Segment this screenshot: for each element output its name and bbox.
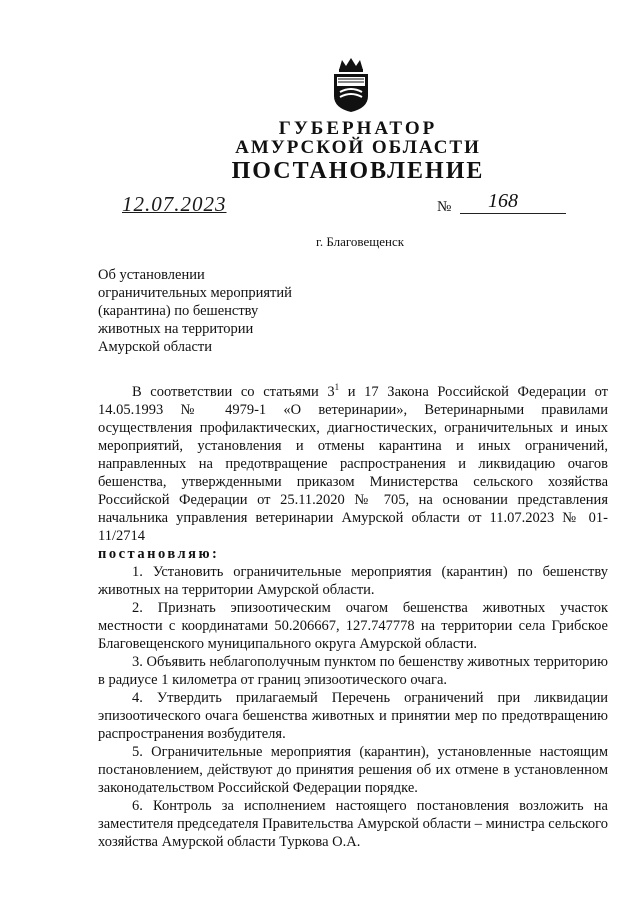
resolve-word: постановляю: (98, 546, 220, 562)
clause-3: 3. Объявить неблагополучным пунктом по бешенству животных территорию в радиусе 1 километра от границ эпизоотического очага. (98, 654, 608, 688)
subject-line: ограничительных мероприятий (98, 285, 292, 301)
preamble-paragraph (98, 383, 608, 545)
document-number: 168 (460, 190, 566, 214)
city: г. Благовещенск (315, 234, 405, 249)
clause-5: 5. Ограничительные мероприятия (карантин), установленные настоящим постановлением, действуют до принятия решения об их отмене в установленном законодательством Российской Федерации порядке. (98, 744, 608, 796)
document-body (98, 383, 608, 851)
coat-of-arms-emblem (330, 56, 372, 114)
doc-type-title: ПОСТАНОВЛЕНИЕ (231, 158, 485, 184)
number-label: № (437, 199, 452, 215)
document-date: 12.07.2023 (122, 192, 227, 216)
clause-4: 4. Утвердить прилагаемый Перечень ограничений при ликвидации эпизоотического очага бешенства животных и принятии мер по предотвращению распространения возбудителя. (98, 690, 608, 742)
subject-line: (карантина) по бешенству (98, 303, 259, 319)
header-region: АМУРСКОЙ ОБЛАСТИ (235, 137, 481, 158)
subject-line: животных на территории (98, 321, 254, 337)
clause-2: 2. Признать эпизоотическим очагом бешенства животных участок местности с координатами 50.206667, 127.747778 на территории села Грибское Благовещенского муниципального округа Амурской области. (98, 600, 608, 652)
preamble-text-rest: и 17 Закона Российской Федерации от 14.05.1993 № 4979-1 «О ветеринарии», Ветеринарными правилами осуществления профилактических, диагностических, ограничительных и иных мероприятий, установления и отмены карантина и иных ограничений, направленных на предотвращение распространения и ликвидацию очагов бешенства, утвержденными приказом Министерства сельского хозяйства Российской Федерации от 25.11.2020 № 705, на основании представления начальника управления ветеринарии Амурской области от 11.07.2023 № 01-11/2714 (98, 384, 608, 544)
subject-line: Амурской области (98, 339, 212, 355)
subject-block (98, 266, 292, 356)
subject-line: Об установлении (98, 267, 205, 283)
header-governor: ГУБЕРНАТОР (278, 118, 438, 139)
preamble-superscript: 1 (334, 382, 340, 393)
clause-1: 1. Установить ограничительные мероприятия (карантин) по бешенству животных на территории Амурской области. (98, 564, 608, 598)
preamble-text-start: В соответствии со статьями 3 (132, 384, 335, 400)
clause-6: 6. Контроль за исполнением настоящего постановления возложить на заместителя председателя Правительства Амурской области – министра сельского хозяйства Амурской области Туркова О.А. (98, 798, 609, 850)
